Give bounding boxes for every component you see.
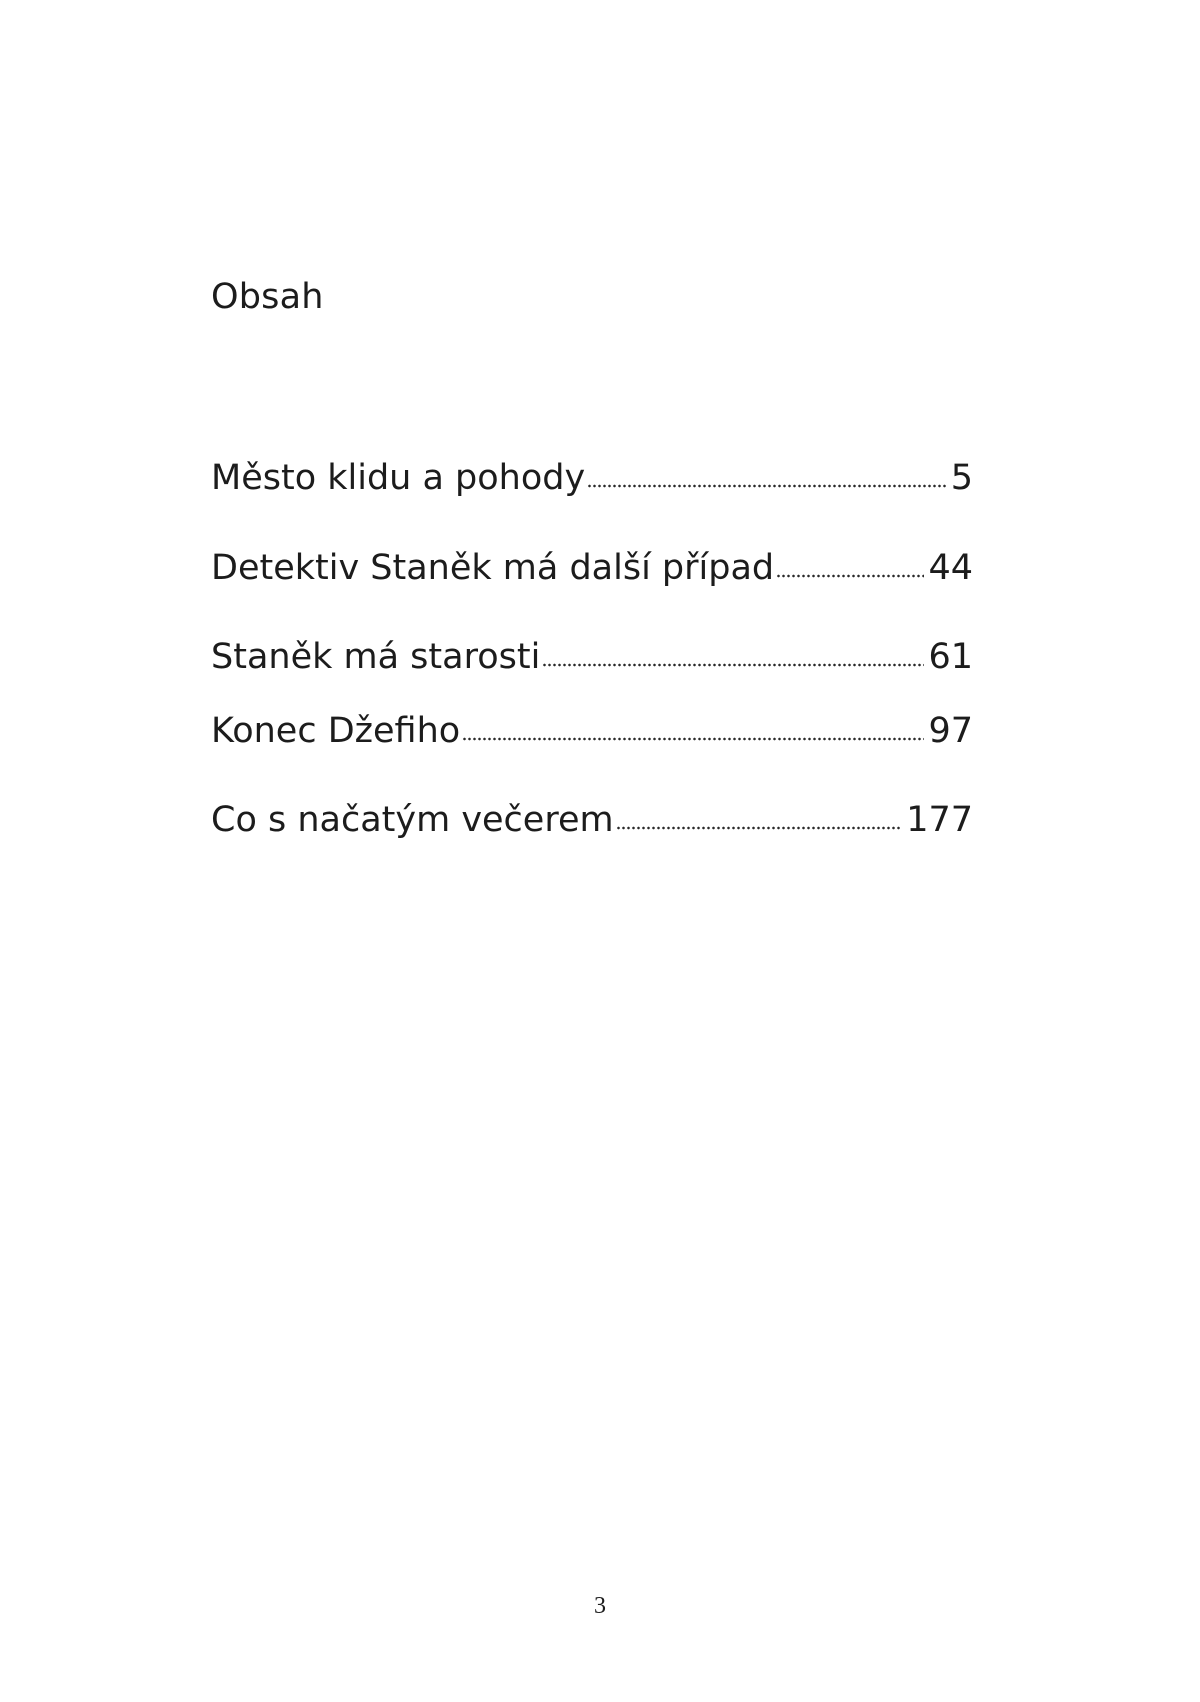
toc-entry-page: 44: [928, 548, 973, 588]
page-number: 3: [594, 1593, 606, 1619]
dot-leader: [542, 662, 924, 668]
dot-leader: [462, 736, 924, 742]
toc-entry-page: 97: [928, 711, 973, 751]
toc-entry-title: Staněk má starosti: [211, 637, 541, 677]
toc-entry: [211, 707, 973, 755]
toc-entry: [211, 544, 973, 592]
toc-entry-page: 5: [950, 458, 973, 498]
toc-entry-title: Co s načatým večerem: [211, 800, 614, 840]
toc-entry-page: 61: [928, 637, 973, 677]
toc-entry-title: Město klidu a pohody: [211, 458, 586, 498]
toc-entry-title: Detektiv Staněk má další případ: [211, 548, 775, 588]
toc-entry: [211, 633, 973, 681]
dot-leader: [616, 825, 903, 831]
toc-heading: Obsah: [211, 277, 324, 317]
toc-entry: [211, 796, 973, 844]
toc-entry-page: 177: [906, 800, 973, 840]
dot-leader: [776, 573, 924, 579]
dot-leader: [587, 483, 947, 489]
toc-entry: [211, 454, 973, 502]
toc-entry-title: Konec Džefiho: [211, 711, 461, 751]
